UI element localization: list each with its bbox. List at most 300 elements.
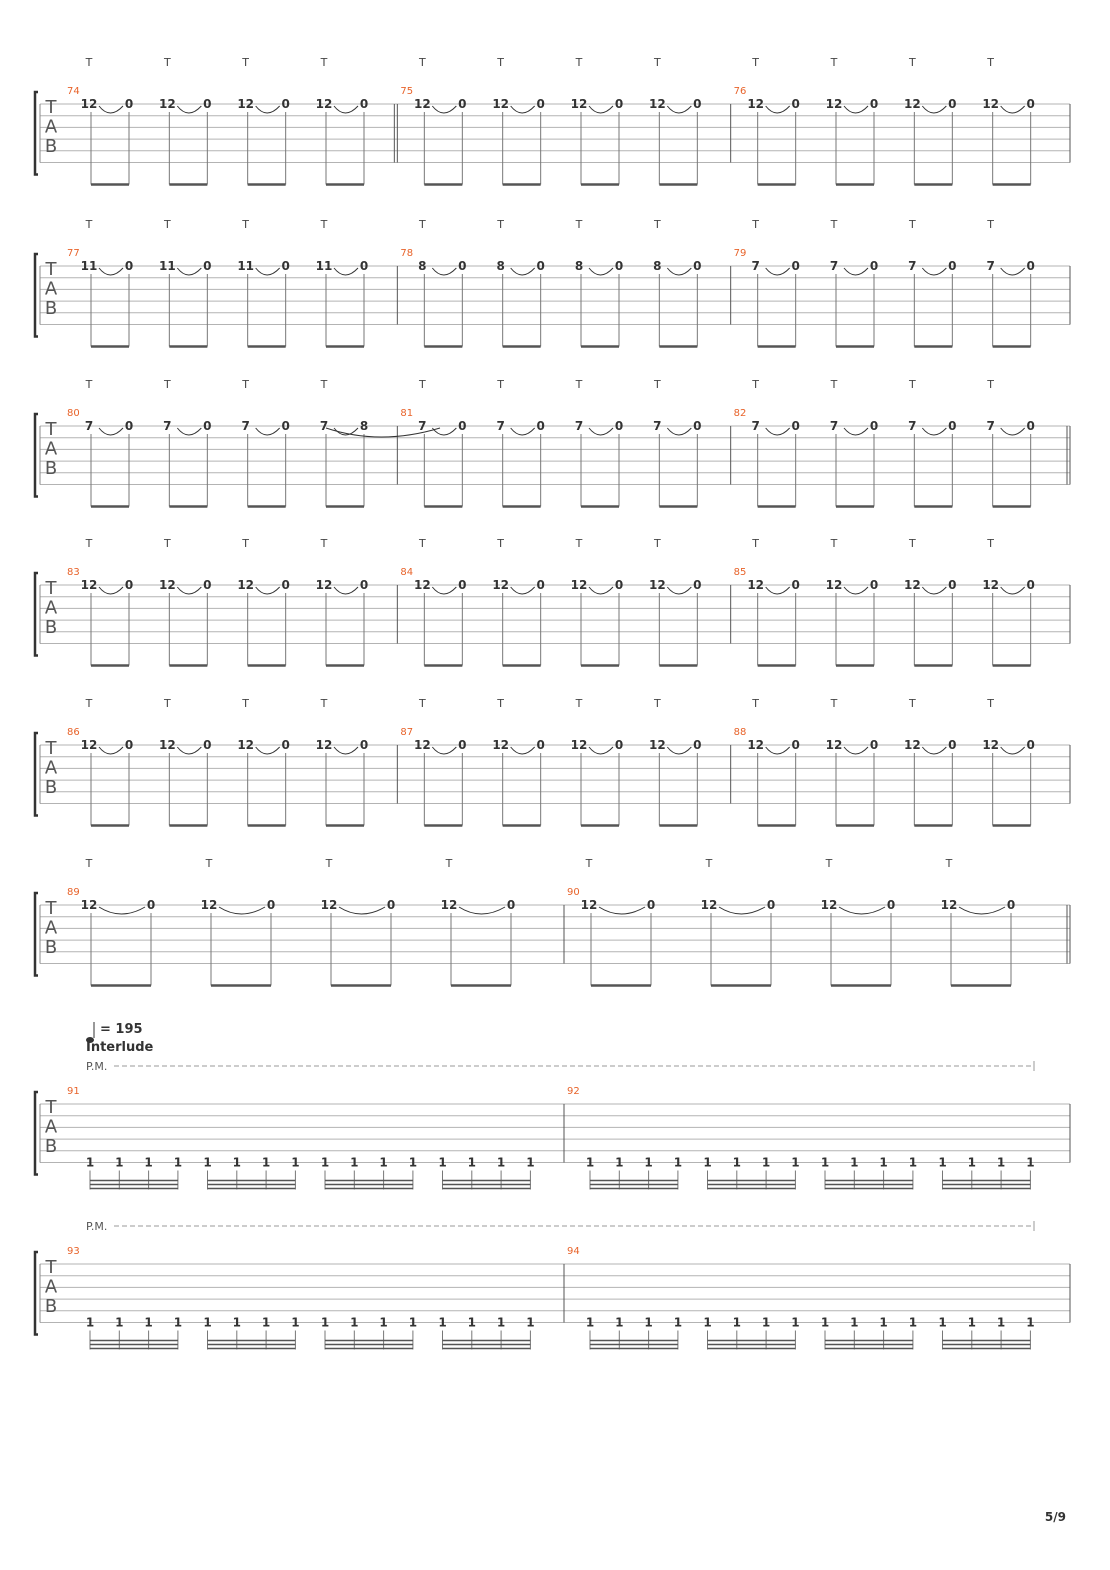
- fret-number: 8: [653, 259, 662, 273]
- fret-number: 0: [266, 898, 276, 912]
- fret-number: 1: [173, 1315, 183, 1330]
- fret-number: 0: [359, 578, 369, 592]
- slur-arc: [99, 268, 123, 275]
- tab-letter-b: B: [44, 777, 58, 798]
- fret-number: 1: [173, 1155, 183, 1170]
- slur-arc: [177, 106, 201, 113]
- tap-marker: T: [830, 378, 838, 391]
- tap-marker: T: [575, 218, 583, 231]
- staff-bracket: [35, 733, 38, 816]
- slur-arc: [922, 747, 946, 754]
- fret-number: 1: [496, 1155, 506, 1170]
- tap-marker: T: [85, 218, 93, 231]
- fret-number: 12: [413, 738, 431, 752]
- fret-number: 11: [315, 259, 333, 273]
- fret-number: 1: [585, 1315, 595, 1330]
- tap-marker: T: [418, 218, 426, 231]
- slur-arc: [959, 907, 1005, 914]
- measure-92: [567, 1086, 1035, 1190]
- fret-number: 0: [1026, 419, 1035, 433]
- slur-arc: [844, 268, 868, 275]
- tab-letter-t: T: [45, 898, 57, 919]
- tap-marker: T: [575, 56, 583, 69]
- staff-bracket: [35, 893, 38, 976]
- fret-number: 0: [458, 578, 467, 592]
- fret-number: 7: [751, 419, 760, 433]
- fret-number: 0: [869, 738, 879, 752]
- tab-letter-t: T: [45, 97, 57, 118]
- fret-number: 0: [124, 578, 134, 592]
- fret-number: 0: [203, 578, 212, 592]
- fret-number: 1: [938, 1155, 947, 1170]
- fret-number: 7: [986, 419, 995, 433]
- tap-marker: T: [908, 697, 916, 710]
- fret-number: 0: [886, 898, 896, 912]
- fret-number: 1: [879, 1315, 888, 1330]
- slur-arc: [766, 428, 790, 435]
- fret-number: 0: [124, 738, 134, 752]
- measure-number: 75: [400, 86, 414, 97]
- slur-arc: [922, 106, 946, 113]
- tap-marker: T: [830, 537, 838, 550]
- fret-number: 0: [458, 419, 467, 433]
- slur-arc: [766, 587, 790, 594]
- fret-number: 12: [982, 97, 1000, 111]
- fret-number: 0: [766, 898, 776, 912]
- measure-79: [734, 218, 1035, 347]
- slur-arc: [177, 587, 201, 594]
- slur-arc: [511, 268, 535, 275]
- tap-marker: T: [575, 378, 583, 391]
- fret-number: 0: [948, 259, 957, 273]
- fret-number: 12: [315, 97, 333, 111]
- fret-number: 1: [350, 1155, 359, 1170]
- slur-arc: [99, 106, 123, 113]
- fret-number: 0: [1026, 578, 1035, 592]
- fret-number: 8: [418, 259, 427, 273]
- fret-number: 8: [359, 419, 369, 433]
- slur-arc: [99, 428, 123, 435]
- fret-number: 12: [492, 578, 510, 592]
- fret-number: 0: [791, 259, 800, 273]
- fret-number: 1: [967, 1315, 976, 1330]
- tab-letter-b: B: [44, 458, 58, 479]
- tab-letter-a: A: [44, 597, 58, 619]
- tap-marker: T: [752, 697, 760, 710]
- tab-letter-t: T: [45, 1257, 57, 1278]
- measure-number: 80: [67, 408, 80, 419]
- tab-letter-a: A: [44, 116, 58, 138]
- tap-marker: T: [830, 697, 838, 710]
- tap-marker: T: [653, 537, 661, 550]
- tap-marker: T: [497, 218, 505, 231]
- tap-marker: T: [497, 56, 505, 69]
- tap-marker: T: [830, 56, 838, 69]
- measure-76: [734, 56, 1035, 185]
- tab-letter-a: A: [44, 438, 58, 460]
- slur-arc: [432, 268, 456, 275]
- measure-number: 87: [400, 727, 414, 738]
- slur-arc: [334, 106, 358, 113]
- fret-number: 7: [908, 419, 917, 433]
- slur-arc: [1001, 106, 1025, 113]
- fret-number: 1: [85, 1155, 95, 1170]
- fret-number: 1: [644, 1155, 653, 1170]
- tap-marker: T: [320, 218, 328, 231]
- fret-number: 1: [761, 1155, 771, 1170]
- fret-number: 1: [908, 1155, 918, 1170]
- fret-number: 1: [908, 1315, 918, 1330]
- fret-number: 0: [281, 97, 290, 111]
- tap-marker: T: [445, 857, 453, 870]
- slur-arc: [1001, 747, 1025, 754]
- slur-arc: [844, 106, 868, 113]
- slur-arc: [256, 106, 280, 113]
- fret-number: 1: [644, 1315, 653, 1330]
- fret-number: 12: [825, 97, 843, 111]
- fret-number: 7: [751, 259, 760, 273]
- tap-marker: T: [242, 56, 250, 69]
- tab-letter-t: T: [45, 419, 57, 440]
- tap-marker: T: [418, 537, 426, 550]
- tab-letter-b: B: [44, 617, 58, 638]
- slur-arc: [256, 747, 280, 754]
- fret-number: 1: [791, 1315, 800, 1330]
- tap-marker: T: [575, 537, 583, 550]
- slur-arc: [177, 747, 201, 754]
- measure-94: [567, 1246, 1035, 1350]
- fret-number: 0: [458, 259, 467, 273]
- fret-number: 12: [825, 738, 843, 752]
- fret-number: 1: [526, 1315, 535, 1330]
- slur-arc: [839, 907, 885, 914]
- measure-90: [567, 857, 1015, 986]
- fret-number: 1: [850, 1155, 859, 1170]
- measure-82: [734, 378, 1035, 507]
- fret-number: 0: [791, 578, 800, 592]
- fret-number: 0: [614, 738, 624, 752]
- measure-84: [400, 537, 701, 666]
- measure-number: 91: [67, 1086, 80, 1097]
- fret-number: 0: [948, 97, 957, 111]
- fret-number: 11: [237, 259, 255, 273]
- tab-letter-t: T: [45, 738, 57, 759]
- tab-staff-5: [35, 697, 1070, 826]
- tab-letter-b: B: [44, 136, 58, 157]
- measure-74: [67, 56, 368, 185]
- fret-number: 0: [869, 97, 879, 111]
- fret-number: 7: [241, 419, 250, 433]
- fret-number: 12: [747, 97, 765, 111]
- measure-number: 93: [67, 1246, 80, 1257]
- tap-marker: T: [163, 378, 171, 391]
- tap-marker: T: [585, 857, 593, 870]
- measure-number: 89: [67, 887, 80, 898]
- measure-number: 90: [567, 887, 580, 898]
- fret-number: 0: [791, 738, 800, 752]
- fret-number: 12: [747, 738, 765, 752]
- fret-number: 0: [281, 738, 290, 752]
- fret-number: 0: [536, 97, 545, 111]
- tap-marker: T: [752, 378, 760, 391]
- slur-arc: [1001, 268, 1025, 275]
- slur-arc: [589, 428, 613, 435]
- slur-arc: [667, 268, 691, 275]
- tap-marker: T: [497, 537, 505, 550]
- fret-number: 11: [158, 259, 176, 273]
- tap-marker: T: [575, 697, 583, 710]
- slur-arc: [719, 907, 765, 914]
- slur-arc: [256, 268, 280, 275]
- tap-marker: T: [705, 857, 713, 870]
- slur-arc: [177, 428, 201, 435]
- fret-number: 0: [693, 738, 702, 752]
- staff-bracket: [35, 1092, 38, 1175]
- tap-marker: T: [653, 56, 661, 69]
- tab-letter-b: B: [44, 1296, 58, 1317]
- fret-number: 1: [203, 1155, 212, 1170]
- fret-number: 12: [237, 578, 255, 592]
- tap-marker: T: [653, 697, 661, 710]
- slur-arc: [177, 268, 201, 275]
- measure-75: [400, 56, 701, 185]
- fret-number: 1: [115, 1155, 124, 1170]
- measure-80: [67, 378, 368, 507]
- tap-marker: T: [987, 56, 995, 69]
- fret-number: 0: [614, 578, 624, 592]
- fret-number: 12: [570, 738, 588, 752]
- fret-number: 1: [408, 1155, 418, 1170]
- fret-number: 1: [850, 1315, 859, 1330]
- fret-number: 0: [359, 259, 369, 273]
- measure-number: 88: [733, 727, 747, 738]
- measure-86: [67, 697, 368, 826]
- fret-number: 1: [526, 1155, 535, 1170]
- fret-number: 1: [291, 1315, 300, 1330]
- slur-arc: [766, 747, 790, 754]
- fret-number: 12: [158, 97, 176, 111]
- tap-marker: T: [85, 378, 93, 391]
- fret-number: 12: [492, 738, 510, 752]
- slur-arc: [334, 747, 358, 754]
- fret-number: 8: [574, 259, 584, 273]
- fret-number: 7: [908, 259, 917, 273]
- fret-number: 12: [982, 578, 1000, 592]
- fret-number: 0: [693, 259, 702, 273]
- tab-staff-7: [35, 1060, 1070, 1190]
- slur-arc: [99, 587, 123, 594]
- fret-number: 0: [281, 259, 290, 273]
- fret-number: 7: [496, 419, 505, 433]
- fret-number: 1: [438, 1315, 447, 1330]
- slur-arc: [589, 268, 613, 275]
- tab-letter-t: T: [45, 259, 57, 280]
- tab-staff-3: [35, 378, 1070, 507]
- tap-marker: T: [320, 56, 328, 69]
- fret-number: 7: [829, 419, 839, 433]
- fret-number: 1: [938, 1315, 947, 1330]
- fret-number: 1: [408, 1315, 418, 1330]
- tap-marker: T: [418, 378, 426, 391]
- measure-93: [67, 1246, 535, 1350]
- fret-number: 0: [124, 259, 134, 273]
- tab-letter-t: T: [45, 578, 57, 599]
- measure-91: [67, 1086, 535, 1190]
- fret-number: 1: [703, 1315, 712, 1330]
- fret-number: 7: [574, 419, 584, 433]
- slur-arc: [667, 106, 691, 113]
- fret-number: 1: [1026, 1155, 1035, 1170]
- fret-number: 0: [536, 419, 545, 433]
- staff-bracket: [35, 92, 38, 175]
- fret-number: 1: [585, 1155, 595, 1170]
- measure-number: 83: [67, 567, 80, 578]
- measure-78: [400, 218, 701, 347]
- slur-arc: [334, 587, 358, 594]
- slur-arc: [432, 747, 456, 754]
- palm-mute-label: P.M.: [86, 1220, 108, 1233]
- fret-number: 12: [580, 898, 598, 912]
- slur-arc: [589, 587, 613, 594]
- fret-number: 0: [359, 97, 369, 111]
- tap-marker: T: [653, 218, 661, 231]
- fret-number: 12: [413, 578, 431, 592]
- fret-number: 1: [261, 1155, 271, 1170]
- slur-arc: [922, 587, 946, 594]
- measure-77: [67, 218, 368, 347]
- tap-marker: T: [85, 697, 93, 710]
- tap-marker: T: [752, 56, 760, 69]
- fret-number: 0: [693, 578, 702, 592]
- fret-number: 12: [320, 898, 338, 912]
- measure-85: [734, 537, 1035, 666]
- fret-number: 1: [203, 1315, 212, 1330]
- fret-number: 12: [492, 97, 510, 111]
- tap-marker: T: [945, 857, 953, 870]
- tap-marker: T: [987, 378, 995, 391]
- slur-arc: [511, 428, 535, 435]
- tap-marker: T: [163, 218, 171, 231]
- fret-number: 7: [319, 419, 329, 433]
- tab-staff-6: [35, 857, 1070, 986]
- slur-arc: [339, 907, 385, 914]
- tab-letter-a: A: [44, 757, 58, 779]
- fret-number: 0: [948, 738, 957, 752]
- fret-number: 0: [646, 898, 656, 912]
- fret-number: 0: [458, 738, 467, 752]
- fret-number: 12: [648, 738, 666, 752]
- fret-number: 0: [791, 419, 800, 433]
- fret-number: 1: [467, 1155, 476, 1170]
- fret-number: 12: [825, 578, 843, 592]
- fret-number: 1: [879, 1155, 888, 1170]
- fret-number: 1: [1026, 1315, 1035, 1330]
- measure-number: 78: [400, 248, 414, 259]
- tap-marker: T: [320, 378, 328, 391]
- fret-number: 0: [1006, 898, 1016, 912]
- slur-arc: [599, 907, 645, 914]
- fret-number: 0: [614, 259, 624, 273]
- slur-arc: [511, 106, 535, 113]
- tap-marker: T: [242, 697, 250, 710]
- measure-number: 76: [733, 86, 747, 97]
- tap-marker: T: [242, 537, 250, 550]
- slur-arc: [1001, 587, 1025, 594]
- fret-number: 1: [615, 1155, 624, 1170]
- tab-letter-b: B: [44, 1136, 58, 1157]
- tab-letter-a: A: [44, 278, 58, 300]
- tap-marker: T: [825, 857, 833, 870]
- tap-marker: T: [987, 218, 995, 231]
- fret-number: 1: [732, 1155, 741, 1170]
- fret-number: 1: [85, 1315, 95, 1330]
- slur-arc: [922, 268, 946, 275]
- slur-arc: [432, 587, 456, 594]
- fret-number: 1: [615, 1315, 624, 1330]
- fret-number: 0: [869, 419, 879, 433]
- measure-87: [400, 697, 701, 826]
- tap-marker: T: [85, 857, 93, 870]
- fret-number: 0: [693, 97, 702, 111]
- measure-number: 81: [400, 408, 414, 419]
- fret-number: 12: [200, 898, 218, 912]
- tap-marker: T: [752, 218, 760, 231]
- fret-number: 1: [320, 1155, 330, 1170]
- fret-number: 7: [84, 419, 94, 433]
- fret-number: 0: [203, 259, 212, 273]
- fret-number: 0: [146, 898, 156, 912]
- fret-number: 1: [996, 1315, 1006, 1330]
- fret-number: 1: [144, 1155, 153, 1170]
- measure-number: 74: [67, 86, 80, 97]
- tab-staff-4: [35, 537, 1070, 666]
- tap-marker: T: [908, 378, 916, 391]
- tap-marker: T: [163, 697, 171, 710]
- tap-marker: T: [205, 857, 213, 870]
- measure-number: 92: [567, 1086, 580, 1097]
- fret-number: 11: [80, 259, 98, 273]
- tap-marker: T: [418, 697, 426, 710]
- fret-number: 12: [570, 97, 588, 111]
- fret-number: 0: [869, 578, 879, 592]
- fret-number: 1: [350, 1315, 359, 1330]
- fret-number: 0: [458, 97, 467, 111]
- measure-89: [67, 857, 515, 986]
- tap-marker: T: [320, 697, 328, 710]
- tap-marker: T: [242, 218, 250, 231]
- tap-marker: T: [752, 537, 760, 550]
- slur-arc: [459, 907, 505, 914]
- fret-number: 0: [281, 419, 290, 433]
- tap-marker: T: [418, 56, 426, 69]
- measure-number: 86: [67, 727, 80, 738]
- measure-81: [400, 378, 701, 507]
- fret-number: 1: [115, 1315, 124, 1330]
- fret-number: 12: [315, 738, 333, 752]
- fret-number: 0: [791, 97, 800, 111]
- tab-staff-2: [35, 218, 1070, 347]
- slur-arc: [844, 747, 868, 754]
- fret-number: 7: [418, 419, 427, 433]
- fret-number: 1: [996, 1155, 1006, 1170]
- fret-number: 0: [203, 97, 212, 111]
- fret-number: 0: [536, 259, 545, 273]
- fret-number: 12: [982, 738, 1000, 752]
- fret-number: 12: [80, 898, 98, 912]
- slur-arc: [844, 587, 868, 594]
- fret-number: 1: [761, 1315, 771, 1330]
- fret-number: 0: [614, 97, 624, 111]
